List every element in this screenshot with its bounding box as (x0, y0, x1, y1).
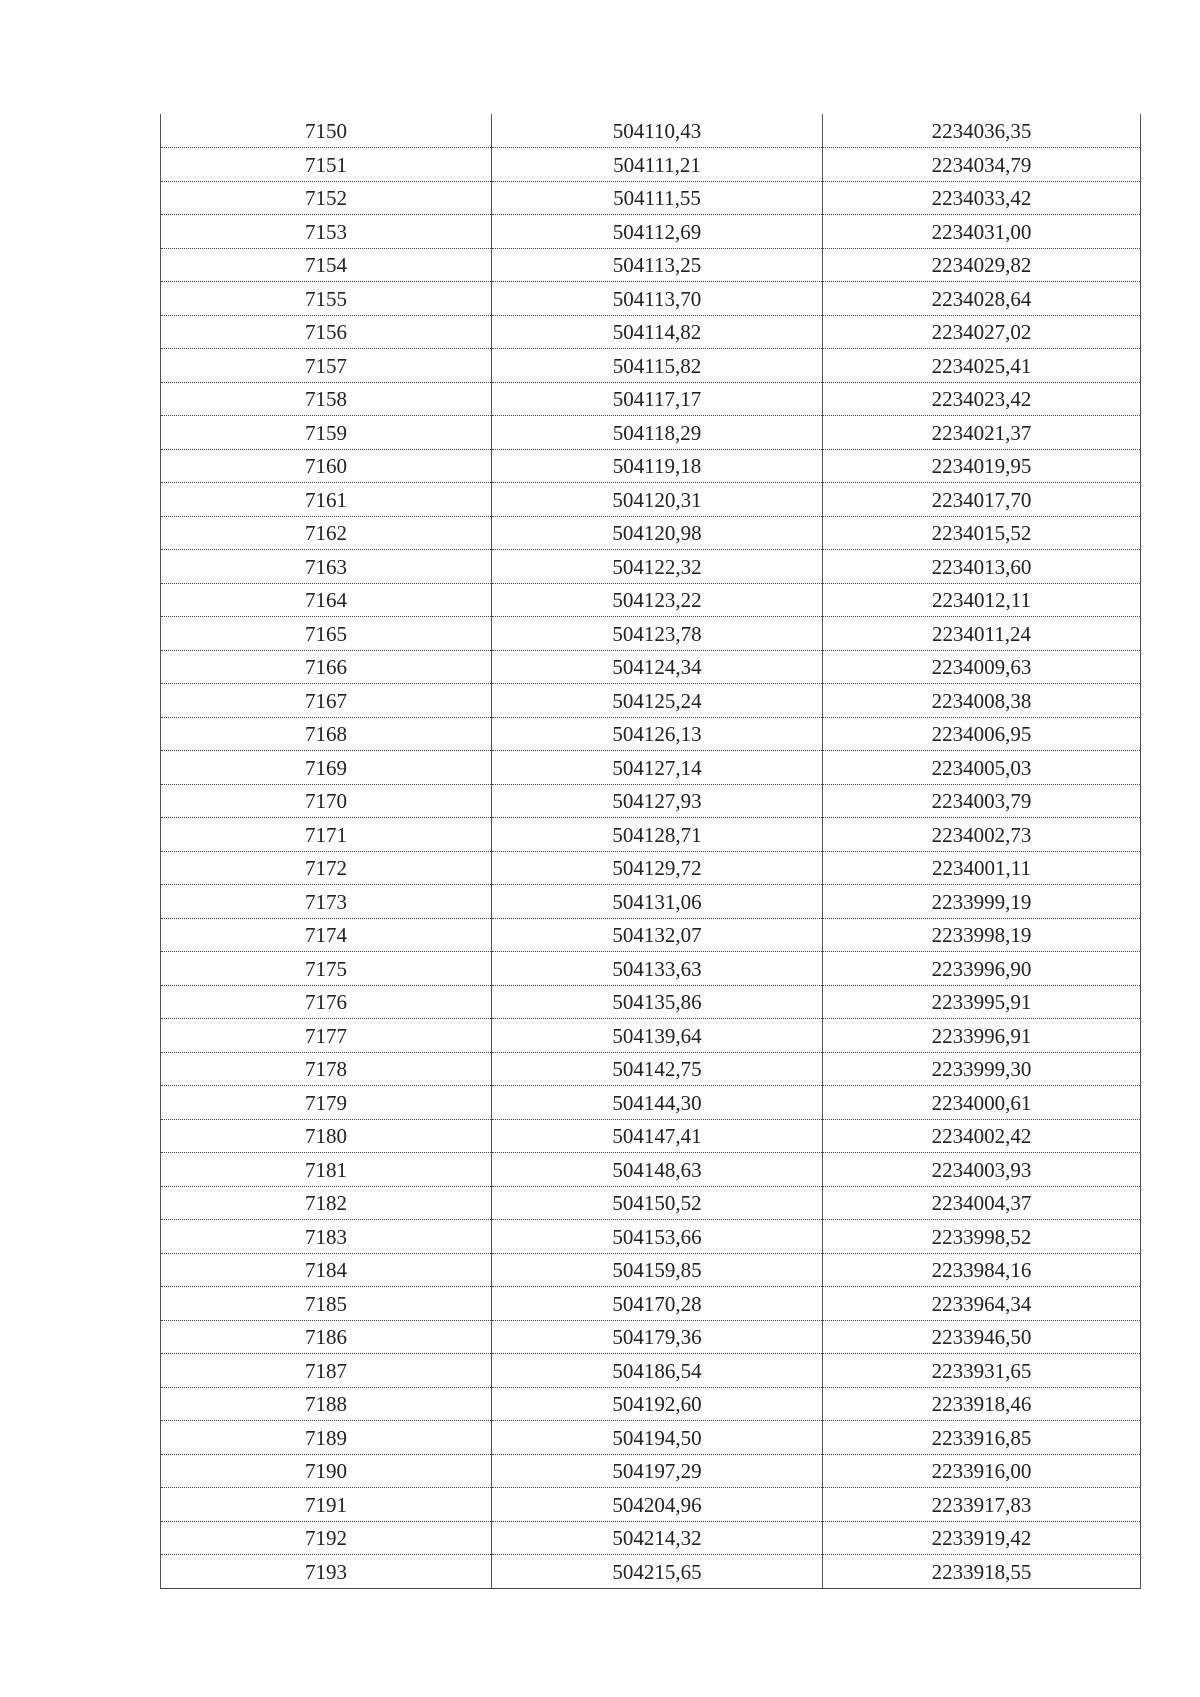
y-coordinate-cell: 2234002,73 (823, 818, 1141, 852)
x-coordinate-cell: 504131,06 (492, 885, 823, 919)
x-coordinate-cell: 504117,17 (492, 382, 823, 416)
table-row (161, 516, 1141, 550)
x-coordinate-cell: 504128,71 (492, 818, 823, 852)
x-coordinate-cell: 504170,28 (492, 1287, 823, 1321)
y-coordinate-cell: 2233919,42 (823, 1521, 1141, 1555)
table-row (161, 1488, 1141, 1522)
y-coordinate-cell: 2233917,83 (823, 1488, 1141, 1522)
point-number-cell: 7178 (161, 1052, 492, 1086)
x-coordinate-cell: 504124,34 (492, 650, 823, 684)
y-coordinate-cell: 2234036,35 (823, 114, 1141, 148)
y-coordinate-cell: 2234034,79 (823, 148, 1141, 182)
table-row (161, 282, 1141, 316)
table-row (161, 248, 1141, 282)
point-number-cell: 7192 (161, 1521, 492, 1555)
table-row (161, 349, 1141, 383)
x-coordinate-cell: 504147,41 (492, 1119, 823, 1153)
table-row (161, 617, 1141, 651)
y-coordinate-cell: 2233996,90 (823, 952, 1141, 986)
point-number-cell: 7176 (161, 985, 492, 1019)
x-coordinate-cell: 504119,18 (492, 449, 823, 483)
point-number-cell: 7170 (161, 784, 492, 818)
table-row (161, 550, 1141, 584)
x-coordinate-cell: 504120,98 (492, 516, 823, 550)
y-coordinate-cell: 2233964,34 (823, 1287, 1141, 1321)
point-number-cell: 7159 (161, 416, 492, 450)
y-coordinate-cell: 2234000,61 (823, 1086, 1141, 1120)
x-coordinate-cell: 504111,21 (492, 148, 823, 182)
point-number-cell: 7179 (161, 1086, 492, 1120)
y-coordinate-cell: 2233984,16 (823, 1253, 1141, 1287)
point-number-cell: 7173 (161, 885, 492, 919)
table-row (161, 684, 1141, 718)
y-coordinate-cell: 2234031,00 (823, 215, 1141, 249)
y-coordinate-cell: 2234012,11 (823, 583, 1141, 617)
table-row (161, 1555, 1141, 1589)
point-number-cell: 7155 (161, 282, 492, 316)
point-number-cell: 7164 (161, 583, 492, 617)
point-number-cell: 7177 (161, 1019, 492, 1053)
x-coordinate-cell: 504127,14 (492, 751, 823, 785)
y-coordinate-cell: 2233918,55 (823, 1555, 1141, 1589)
point-number-cell: 7166 (161, 650, 492, 684)
x-coordinate-cell: 504133,63 (492, 952, 823, 986)
table-row (161, 1052, 1141, 1086)
table-row (161, 1287, 1141, 1321)
y-coordinate-cell: 2233918,46 (823, 1387, 1141, 1421)
y-coordinate-cell: 2234025,41 (823, 349, 1141, 383)
table-row (161, 1220, 1141, 1254)
y-coordinate-cell: 2234008,38 (823, 684, 1141, 718)
table-row (161, 952, 1141, 986)
point-number-cell: 7185 (161, 1287, 492, 1321)
x-coordinate-cell: 504112,69 (492, 215, 823, 249)
x-coordinate-cell: 504197,29 (492, 1454, 823, 1488)
y-coordinate-cell: 2234002,42 (823, 1119, 1141, 1153)
point-number-cell: 7163 (161, 550, 492, 584)
y-coordinate-cell: 2233916,00 (823, 1454, 1141, 1488)
y-coordinate-cell: 2233998,52 (823, 1220, 1141, 1254)
x-coordinate-cell: 504111,55 (492, 181, 823, 215)
table-row (161, 148, 1141, 182)
y-coordinate-cell: 2234004,37 (823, 1186, 1141, 1220)
x-coordinate-cell: 504153,66 (492, 1220, 823, 1254)
point-number-cell: 7184 (161, 1253, 492, 1287)
point-number-cell: 7172 (161, 851, 492, 885)
table-row (161, 1320, 1141, 1354)
table-row (161, 851, 1141, 885)
point-number-cell: 7186 (161, 1320, 492, 1354)
y-coordinate-cell: 2233996,91 (823, 1019, 1141, 1053)
x-coordinate-cell: 504122,32 (492, 550, 823, 584)
coordinates-table (160, 114, 1141, 1589)
x-coordinate-cell: 504113,70 (492, 282, 823, 316)
point-number-cell: 7150 (161, 114, 492, 148)
y-coordinate-cell: 2234003,93 (823, 1153, 1141, 1187)
y-coordinate-cell: 2234006,95 (823, 717, 1141, 751)
table-row (161, 483, 1141, 517)
point-number-cell: 7160 (161, 449, 492, 483)
table-row (161, 315, 1141, 349)
point-number-cell: 7156 (161, 315, 492, 349)
point-number-cell: 7181 (161, 1153, 492, 1187)
table-row (161, 818, 1141, 852)
x-coordinate-cell: 504118,29 (492, 416, 823, 450)
y-coordinate-cell: 2234001,11 (823, 851, 1141, 885)
x-coordinate-cell: 504114,82 (492, 315, 823, 349)
x-coordinate-cell: 504186,54 (492, 1354, 823, 1388)
x-coordinate-cell: 504215,65 (492, 1555, 823, 1589)
point-number-cell: 7171 (161, 818, 492, 852)
y-coordinate-cell: 2234023,42 (823, 382, 1141, 416)
x-coordinate-cell: 504113,25 (492, 248, 823, 282)
table-row (161, 583, 1141, 617)
point-number-cell: 7169 (161, 751, 492, 785)
point-number-cell: 7182 (161, 1186, 492, 1220)
table-row (161, 784, 1141, 818)
x-coordinate-cell: 504150,52 (492, 1186, 823, 1220)
y-coordinate-cell: 2233916,85 (823, 1421, 1141, 1455)
point-number-cell: 7152 (161, 181, 492, 215)
point-number-cell: 7191 (161, 1488, 492, 1522)
x-coordinate-cell: 504135,86 (492, 985, 823, 1019)
y-coordinate-cell: 2233999,19 (823, 885, 1141, 919)
point-number-cell: 7157 (161, 349, 492, 383)
table-row (161, 1454, 1141, 1488)
y-coordinate-cell: 2234017,70 (823, 483, 1141, 517)
x-coordinate-cell: 504120,31 (492, 483, 823, 517)
y-coordinate-cell: 2233999,30 (823, 1052, 1141, 1086)
x-coordinate-cell: 504179,36 (492, 1320, 823, 1354)
table-row (161, 1119, 1141, 1153)
table-row (161, 1253, 1141, 1287)
y-coordinate-cell: 2234009,63 (823, 650, 1141, 684)
y-coordinate-cell: 2234021,37 (823, 416, 1141, 450)
table-row (161, 985, 1141, 1019)
y-coordinate-cell: 2233931,65 (823, 1354, 1141, 1388)
point-number-cell: 7158 (161, 382, 492, 416)
x-coordinate-cell: 504123,22 (492, 583, 823, 617)
y-coordinate-cell: 2234003,79 (823, 784, 1141, 818)
y-coordinate-cell: 2234028,64 (823, 282, 1141, 316)
point-number-cell: 7187 (161, 1354, 492, 1388)
x-coordinate-cell: 504159,85 (492, 1253, 823, 1287)
y-coordinate-cell: 2234033,42 (823, 181, 1141, 215)
point-number-cell: 7167 (161, 684, 492, 718)
y-coordinate-cell: 2233946,50 (823, 1320, 1141, 1354)
table-row (161, 717, 1141, 751)
y-coordinate-cell: 2234015,52 (823, 516, 1141, 550)
point-number-cell: 7153 (161, 215, 492, 249)
point-number-cell: 7151 (161, 148, 492, 182)
x-coordinate-cell: 504144,30 (492, 1086, 823, 1120)
table-row (161, 885, 1141, 919)
x-coordinate-cell: 504115,82 (492, 349, 823, 383)
coordinates-table-body (161, 114, 1141, 1588)
table-row (161, 114, 1141, 148)
table-row (161, 918, 1141, 952)
point-number-cell: 7190 (161, 1454, 492, 1488)
table-row (161, 1421, 1141, 1455)
x-coordinate-cell: 504110,43 (492, 114, 823, 148)
point-number-cell: 7175 (161, 952, 492, 986)
x-coordinate-cell: 504125,24 (492, 684, 823, 718)
x-coordinate-cell: 504132,07 (492, 918, 823, 952)
point-number-cell: 7161 (161, 483, 492, 517)
document-page (160, 114, 1140, 1589)
point-number-cell: 7165 (161, 617, 492, 651)
point-number-cell: 7193 (161, 1555, 492, 1589)
point-number-cell: 7183 (161, 1220, 492, 1254)
table-row (161, 1153, 1141, 1187)
table-row (161, 416, 1141, 450)
x-coordinate-cell: 504142,75 (492, 1052, 823, 1086)
y-coordinate-cell: 2234005,03 (823, 751, 1141, 785)
table-row (161, 751, 1141, 785)
x-coordinate-cell: 504204,96 (492, 1488, 823, 1522)
x-coordinate-cell: 504192,60 (492, 1387, 823, 1421)
x-coordinate-cell: 504194,50 (492, 1421, 823, 1455)
table-row (161, 1086, 1141, 1120)
point-number-cell: 7174 (161, 918, 492, 952)
y-coordinate-cell: 2233998,19 (823, 918, 1141, 952)
x-coordinate-cell: 504214,32 (492, 1521, 823, 1555)
y-coordinate-cell: 2234011,24 (823, 617, 1141, 651)
x-coordinate-cell: 504123,78 (492, 617, 823, 651)
point-number-cell: 7168 (161, 717, 492, 751)
table-row (161, 382, 1141, 416)
y-coordinate-cell: 2234027,02 (823, 315, 1141, 349)
point-number-cell: 7189 (161, 1421, 492, 1455)
point-number-cell: 7180 (161, 1119, 492, 1153)
x-coordinate-cell: 504129,72 (492, 851, 823, 885)
x-coordinate-cell: 504127,93 (492, 784, 823, 818)
y-coordinate-cell: 2233995,91 (823, 985, 1141, 1019)
table-row (161, 1387, 1141, 1421)
y-coordinate-cell: 2234029,82 (823, 248, 1141, 282)
table-row (161, 1521, 1141, 1555)
point-number-cell: 7188 (161, 1387, 492, 1421)
table-row (161, 181, 1141, 215)
y-coordinate-cell: 2234013,60 (823, 550, 1141, 584)
table-row (161, 650, 1141, 684)
y-coordinate-cell: 2234019,95 (823, 449, 1141, 483)
table-row (161, 215, 1141, 249)
table-row (161, 1186, 1141, 1220)
x-coordinate-cell: 504139,64 (492, 1019, 823, 1053)
table-row (161, 449, 1141, 483)
table-row (161, 1354, 1141, 1388)
point-number-cell: 7162 (161, 516, 492, 550)
table-row (161, 1019, 1141, 1053)
point-number-cell: 7154 (161, 248, 492, 282)
x-coordinate-cell: 504126,13 (492, 717, 823, 751)
x-coordinate-cell: 504148,63 (492, 1153, 823, 1187)
